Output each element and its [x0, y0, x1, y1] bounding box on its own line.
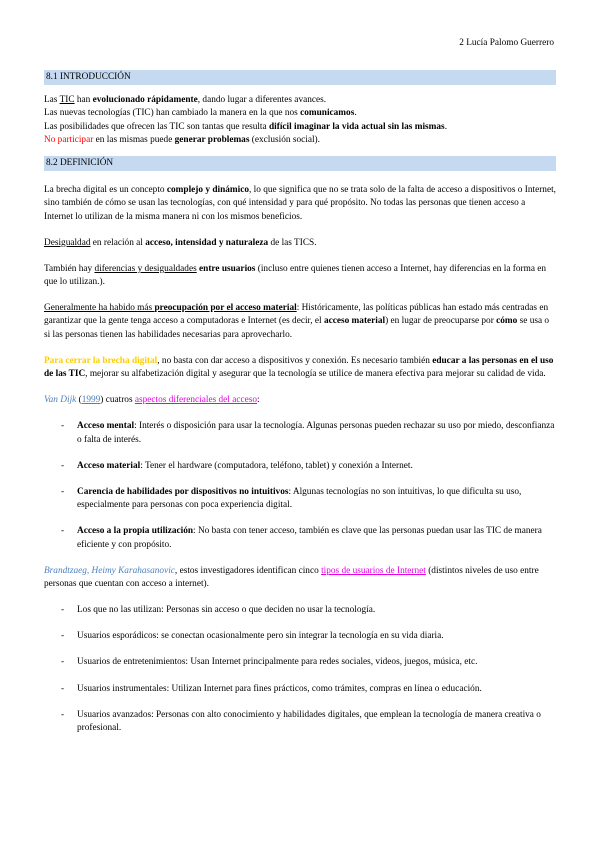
text: (distintos niveles de uso entre personas que cuentan con acceso a internet). — [44, 565, 539, 589]
intro-line-1 — [44, 94, 556, 107]
list-term: Carencia de habilidades por dispositivos no intuitivos — [77, 486, 289, 497]
highlighted-link-text: aspectos diferenciales del acceso — [134, 395, 257, 406]
text: . — [444, 121, 448, 132]
bold-text: acceso, intensidad y naturaleza — [145, 237, 269, 248]
list-item — [44, 460, 556, 473]
bold-text: educar a las personas en el uso de las TIC — [44, 355, 554, 379]
text: , estos investigadores identifican cinco — [174, 565, 322, 576]
definicion-paragraph-4 — [44, 302, 556, 342]
text: La brecha digital es un concepto — [44, 185, 167, 196]
definicion-paragraph-2 — [44, 237, 556, 250]
definicion-paragraph-1 — [44, 184, 556, 224]
bold-text: generar problemas — [174, 134, 250, 145]
user-types-list — [44, 604, 556, 735]
text: , no basta con dar acceso a dispositivos y conexión. Es necesario también — [157, 355, 433, 366]
text: ( — [76, 395, 82, 406]
text: (exclusión social). — [249, 134, 320, 145]
tic-term: TIC — [59, 95, 75, 106]
list-term: Acceso material — [77, 460, 141, 471]
definicion-paragraph-3 — [44, 263, 556, 289]
list-item: - Usuarios de entretenimientos: Usan Internet principalmente para redes sociales, videos, juegos, música, etc. — [44, 656, 556, 669]
text: han — [74, 95, 93, 106]
list-item — [44, 525, 556, 551]
section-heading-definicion: 8.2 DEFINICIÓN — [44, 156, 556, 171]
intro-line-2 — [44, 107, 556, 120]
text: cuatros — [103, 395, 135, 406]
bold-text: evolucionado rápidamente — [92, 95, 198, 106]
text: ) en lugar de preocuparse por — [385, 316, 497, 327]
bold-underlined-text: preocupación por el acceso material — [154, 303, 297, 314]
van-dijk-list — [44, 420, 556, 551]
intro-block — [44, 94, 556, 147]
page-header-author: 2 Lucía Palomo Guerrero — [459, 38, 554, 48]
underlined-text: diferencias y desigualdades — [94, 263, 197, 274]
list-desc: : Algunas tecnologías no son intuitivas, lo que dificulta su uso, especialmente para personas con poca experiencia digital. — [77, 486, 522, 511]
intro-line-3 — [44, 121, 556, 134]
bold-text: difícil imaginar la vida actual sin las mismas — [268, 121, 445, 132]
list-desc: : No basta con tener acceso, también es clave que las personas puedan usar las TIC de manera eficiente y con propósito. — [77, 526, 542, 550]
list-desc: : Interés o disposición para usar la tecnología. Algunas personas pueden rechazar su uso por miedo, desconfianza o falta de interés. — [77, 421, 555, 445]
definicion-paragraph-5 — [44, 355, 556, 381]
section-heading-introduccion: 8.1 INTRODUCCIÓN — [44, 70, 556, 85]
list-item: - Usuarios instrumentales: Utilizan Internet para fines prácticos, como trámites, compras en línea o educación. — [44, 683, 556, 696]
list-item — [44, 486, 556, 512]
brandtzaeg-intro — [44, 565, 556, 591]
list-term: Acceso mental — [77, 421, 135, 432]
text: Las — [44, 95, 60, 106]
citation-year: 1999 — [81, 395, 101, 406]
text: , dando lugar a diferentes avances. — [197, 95, 327, 106]
text: en las mismas puede — [93, 134, 175, 145]
underlined-text: Desigualdad — [44, 237, 91, 248]
list-desc: : Tener el hardware (computadora, teléfono, tablet) y conexión a Internet. — [140, 460, 413, 471]
bold-text: cómo — [496, 316, 518, 327]
list-term: Acceso a la propia utilización — [77, 526, 194, 537]
text: : Históricamente, las políticas públicas han estado más centradas en garantizar que la gente tenga acceso a computadoras e Internet (es decir, el — [44, 303, 549, 327]
text: Las posibilidades que ofrecen las TIC son tantas que resulta — [44, 121, 269, 132]
document-body — [44, 70, 556, 748]
van-dijk-intro — [44, 394, 556, 407]
bold-text: comunicamos — [300, 108, 355, 119]
list-item: - Usuarios esporádicos: se conectan ocasionalmente pero sin integrar la tecnología en su vida diaria. — [44, 630, 556, 643]
text: en relación al — [90, 237, 146, 248]
text: Las nuevas tecnologías (TIC) han cambiado la manera en la que nos — [44, 108, 301, 119]
underlined-text: Generalmente ha habido más — [44, 303, 155, 314]
author-name: Van Dijk — [44, 395, 77, 406]
bold-text: complejo y dinámico — [166, 185, 250, 196]
bold-text: acceso material — [323, 316, 386, 327]
text: . — [354, 108, 357, 119]
text: ) — [100, 395, 104, 406]
list-item — [44, 420, 556, 446]
author-names: Brandtzaeg, Heimy Karahasanovic — [44, 565, 175, 576]
intro-line-4 — [44, 134, 556, 147]
text: : — [257, 395, 260, 406]
yellow-highlight: Para cerrar la brecha digital — [44, 355, 158, 366]
list-item: - Usuarios avanzados: Personas con alto conocimiento y habilidades digitales, que emplean la tecnología de manera creativa o profesional. — [44, 709, 556, 735]
list-item: - Los que no las utilizan: Personas sin acceso o que deciden no usar la tecnología. — [44, 604, 556, 617]
text: , mejorar su alfabetización digital y asegurar que la tecnología se utilice de manera efectiva para mejorar su calidad de vida. — [85, 369, 546, 379]
text: También hay — [44, 263, 95, 274]
text: , lo que significa que no se trata solo de la falta de acceso a dispositivos o Internet, sino también de cómo se usan las tecnologías, con qué intensidad y para qué propósito. No todas las personas que tienen acceso a Internet lo utilizan de la misma manera ni con los mismos beneficios. — [44, 185, 556, 222]
text: se usa o si las personas tienen las habilidades necesarias para aprovecharlo. — [44, 316, 550, 340]
text: (incluso entre quienes tienen acceso a Internet, hay diferencias en la forma en que lo utilizan.). — [44, 263, 547, 288]
text: de las TICS. — [268, 237, 317, 248]
red-highlight: No participar — [44, 134, 94, 145]
highlighted-link-text: tipos de usuarios de Internet — [321, 565, 426, 576]
bold-text: entre usuarios — [196, 263, 256, 274]
